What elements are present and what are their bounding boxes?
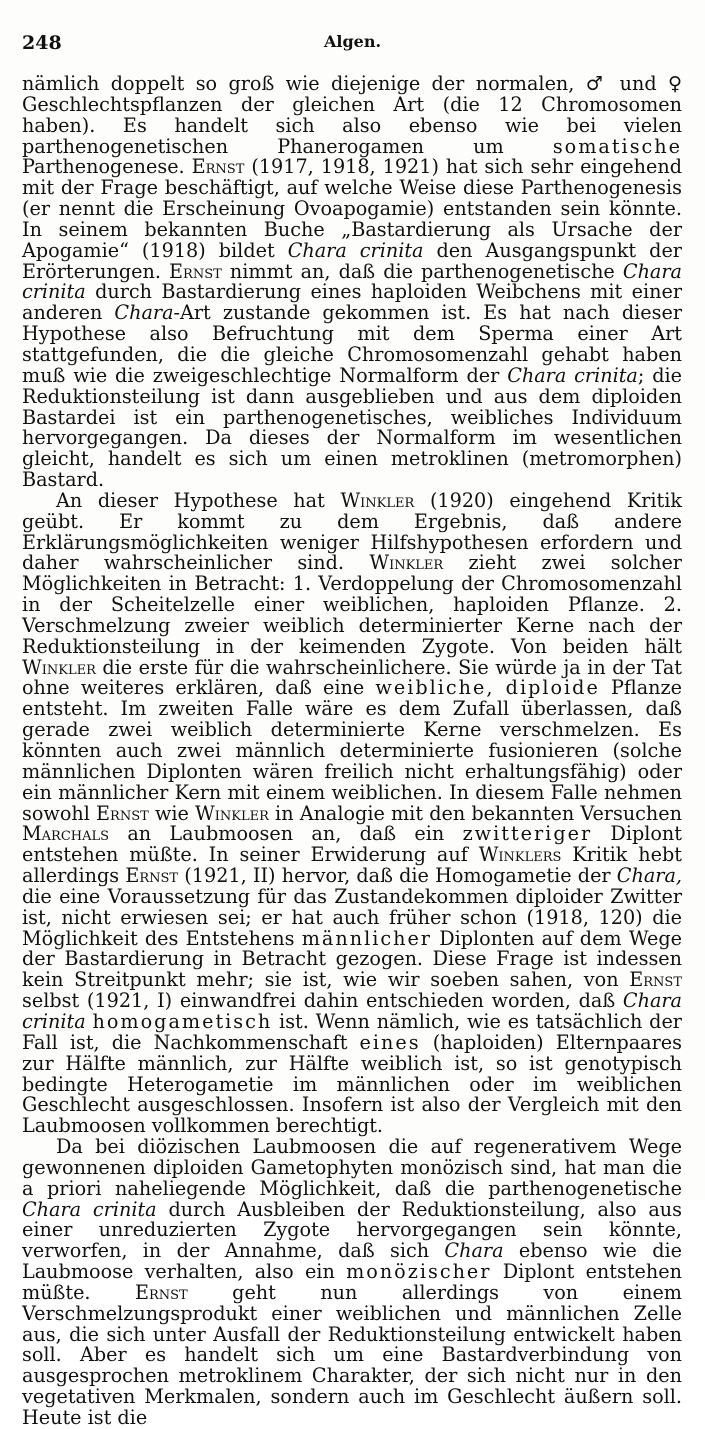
genus-name: Chara,: [616, 864, 682, 888]
author-name: Winkler: [369, 551, 444, 575]
genus-name: Chara: [114, 301, 174, 325]
author-name: Winkler: [22, 655, 96, 679]
author-name: Ernst: [125, 864, 179, 888]
author-name: Ernst: [134, 1280, 188, 1304]
species-name: Chara crinita: [22, 259, 682, 304]
paragraph: Da bei diözischen Laubmoosen die auf regenerativem Wege gewonnenen diploiden Gametophyten monözisch sind, hat man die a priori naheliegende Möglichkeit, daß die parthenogenetische Chara crinita durch Ausbleiben der Reduktionsteilung, also aus einer unreduzierten Zygote hervorgegangen sein könnte, verworfen, in der Annahme, daß sich Chara ebenso wie die Laubmoose verhalten, also ein monözischer Diplont entstehen müßte. Ernst geht nun allerdings von einem Verschmelzungsprodukt einer weiblichen und männlichen Zelle aus, die sich unter Ausfall der Reduktionsteilung entwickelt haben soll. Aber es handelt sich um eine Bastardverbindung von ausgesprochen metroklinem Charakter, der sich nicht nur in den vegetativen Merkmalen, sondern auch im Geschlecht äußern soll. Heute ist die: [22, 1135, 683, 1429]
species-name: Chara crinita: [507, 363, 638, 387]
paragraph: An dieser Hypothese hat Winkler (1920) eingehend Kritik geübt. Er kommt zu dem Ergebnis, daß andere Erklärungsmöglichkeiten weniger Hilfshypothesen erfordern und daher wahrscheinlicher sind. Winkler zieht zwei solcher Möglichkeiten in Betracht: 1. Verdoppelung der Chromosomenzahl in der Scheitelzelle einer weiblichen, haploiden Pflanze. 2. Verschmelzung zweier weiblich determinierter Kerne nach der Reduktionsteilung in der keimenden Zygote. Von beiden hält Winkler die erste für die wahrscheinlichere. Sie würde ja in der Tat ohne weiteres erklären, daß eine weibliche, diploide Pflanze entsteht. Im zweiten Falle wäre es dem Zufall überlassen, daß gerade zwei weiblich determinierte Kerne verschmelzen. Es könnten auch zwei männlich determinierte fusionieren (solche männlichen Diplonten wären freilich nicht erhaltungsfähig) oder ein männlicher Kern mit einem weiblichen. In diesem Falle nehmen sowohl Ernst wie Winkler in Analogie mit den bekannten Versuchen Marchals an Laubmoosen an, daß ein zwitteriger Diplont entstehen müßte. In seiner Erwiderung auf Winklers Kritik hebt allerdings Ernst (1921, II) hervor, daß die Homogametie der Chara, die eine Voraussetzung für das Zustandekommen diploider Zwitter ist, nicht erwiesen sei; er hat auch früher schon (1918, 120) die Möglichkeit des Entstehens männlicher Diplonten auf dem Wege der Bastardierung in Betracht gezogen. Diese Frage ist indessen kein Streitpunkt mehr; sie ist, wie wir soeben sahen, von Ernst selbst (1921, I) einwandfrei dahin entschieden worden, daß Chara crinita homogametisch ist. Wenn nämlich, wie es tatsächlich der Fall ist, die Nachkommenschaft eines (haploiden) Elternpaares zur Hälfte männlich, zur Hälfte weiblich ist, so ist genotypisch bedingte Heterogametie im männlichen oder im weiblichen Geschlecht ausgeschlossen. Insofern ist also der Vergleich mit den Laubmoosen vollkommen berechtigt.: [22, 488, 682, 1138]
author-name: Ernst: [191, 155, 245, 179]
author-name: Ernst: [169, 259, 222, 283]
author-name: Ernst: [96, 801, 149, 825]
author-name: Winklers: [478, 843, 562, 867]
author-name: Winkler: [340, 488, 415, 512]
author-name: Winkler: [195, 801, 269, 825]
running-title: Algen.: [323, 32, 382, 51]
body-text: [22, 74, 682, 1429]
species-name: Chara crinita: [287, 238, 424, 262]
author-name: Marchals: [22, 822, 110, 846]
author-name: Ernst: [629, 968, 682, 992]
page-header: [22, 32, 683, 56]
page-number: 248: [22, 32, 62, 54]
species-name: Chara crinita: [22, 989, 682, 1033]
species-name: Chara crinita: [22, 1197, 157, 1221]
paragraph: nämlich doppelt so groß wie diejenige der normalen, ♂ und ♀ Geschlechtspflanzen der gleichen Art (die 12 Chromosomen haben). Es handelt sich also ebenso wie bei vielen parthenogenetischen Phanerogamen um somatische Parthenogenese. Ernst (1917, 1918, 1921) hat sich sehr eingehend mit der Frage beschäftigt, auf welche Weise diese Parthenogenesis (er nennt die Erscheinung Ovoapogamie) entstanden sein könnte. In seinem bekannten Buche „Bastardierung als Ursache der Apogamie“ (1918) bildet Chara crinita den Ausgangspunkt der Erörterungen. Ernst nimmt an, daß die parthenogenetische Chara crinita durch Bastardierung eines haploiden Weibchens mit einer anderen Chara-Art zustande gekommen ist. Es hat nach dieser Hypothese also Befruchtung mit dem Sperma einer Art stattgefunden, die die gleiche Chromosomenzahl gehabt haben muß wie die zweigeschlechtige Normalform der Chara crinita; die Reduktionsteilung ist dann ausgeblieben und aus dem diploiden Bastardei ist ein parthenogenetisches, weibliches Individuum hervorgegangen. Da dieses der Normalform im wesentlichen gleicht, handelt es sich um einen metroklinen (metromorphen) Bastard.: [22, 72, 683, 492]
genus-name: Chara: [444, 1239, 504, 1263]
